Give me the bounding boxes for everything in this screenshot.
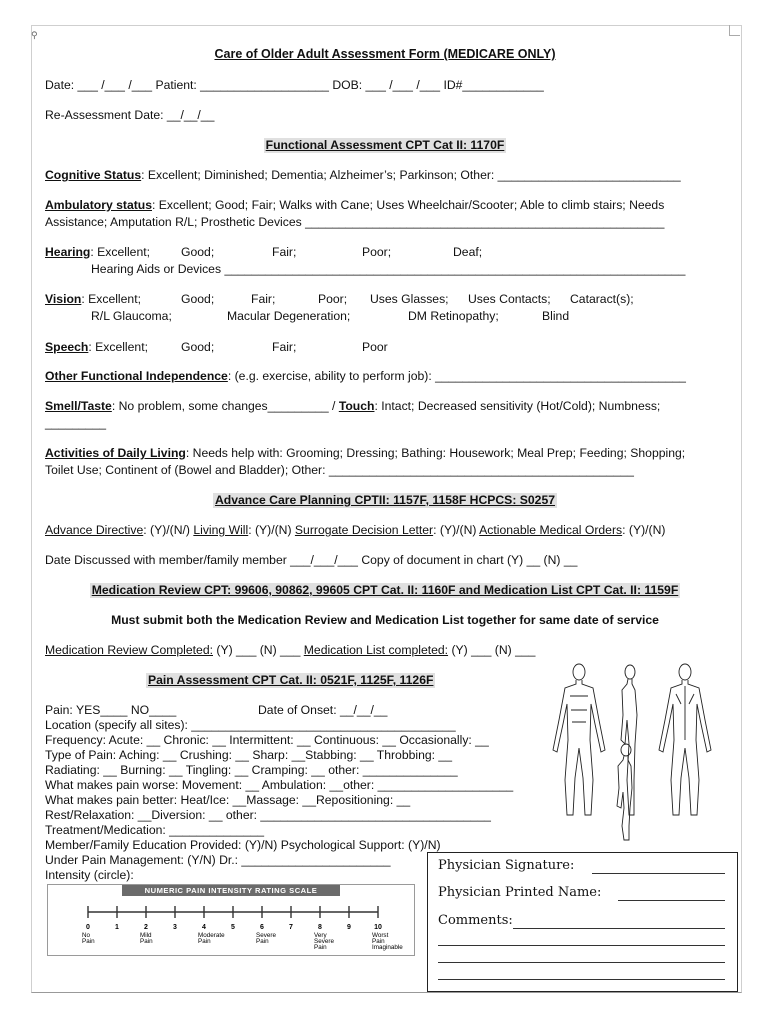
vision-opt: Uses Glasses; — [370, 292, 449, 306]
advance-directive-label: Advance Directive — [45, 523, 144, 537]
smell-touch[interactable] — [45, 399, 660, 414]
other-functional-text: : (e.g. exercise, ability to perform job): _____________________________________ — [227, 369, 686, 383]
pain-scale-number[interactable]: 6 — [260, 924, 264, 931]
pain-location[interactable]: Location (specify all sites): _______________________________________ — [45, 718, 456, 732]
pain-education[interactable]: Member/Family Education Provided: (Y)/N) Psychological Support: (Y)/N) — [45, 838, 441, 852]
vision-label: Vision — [45, 292, 82, 306]
hearing-aids[interactable]: Hearing Aids or Devices ____________________________________________________________________ — [91, 262, 686, 276]
advance-directive-value: : (Y)/(N/) — [143, 523, 194, 537]
pain-type[interactable]: Type of Pain: Aching: __ Crushing: __ Sharp: __Stabbing: __ Throbbing: __ — [45, 748, 452, 762]
ambulatory-label: Ambulatory status — [45, 198, 152, 212]
surrogate-value: : (Y)/(N) — [433, 523, 480, 537]
vision-opt: Fair; — [251, 292, 276, 306]
living-will-label: Living Will — [193, 523, 249, 537]
touch-text: : Intact; Decreased sensitivity (Hot/Cold); Numbness; — [374, 399, 661, 413]
vision-opt: R/L Glaucoma; — [91, 309, 172, 323]
pain-scale-number[interactable]: 2 — [144, 924, 148, 931]
pain-worse[interactable]: What makes pain worse: Movement: __ Ambulation: __other: ____________________ — [45, 778, 514, 792]
hearing-opt: Poor; — [362, 245, 392, 259]
hearing-row[interactable] — [45, 245, 150, 260]
adl-continued[interactable]: Toilet Use; Continent of (Bowel and Bladder); Other: _____________________________________________ — [45, 463, 634, 477]
pain-treatment[interactable]: Treatment/Medication: ______________ — [45, 823, 265, 837]
hearing-opt: : Excellent; — [90, 245, 151, 259]
cognitive-options: : Excellent; Diminished; Dementia; Alzheimer’s; Parkinson; Other: ___________________________ — [141, 168, 681, 182]
date-patient-line[interactable]: Date: ___ /___ /___ Patient: ___________________ DOB: ___ /___ /___ ID#____________ — [45, 78, 544, 92]
physician-signature-label: Physician Signature: — [438, 858, 575, 873]
date-of-onset[interactable]: Date of Onset: __/__/__ — [258, 703, 388, 717]
vision-opt: Poor; — [318, 292, 348, 306]
hearing-label: Hearing — [45, 245, 91, 259]
smell-label: Smell/Taste — [45, 399, 112, 413]
back-body-icon — [659, 664, 711, 815]
pain-rest[interactable]: Rest/Relaxation: __Diversion: __ other: __________________________________ — [45, 808, 491, 822]
physician-printed-field[interactable] — [618, 900, 725, 901]
document-corner-icon: ⚲ — [31, 31, 38, 41]
pain-management[interactable]: Under Pain Management: (Y/N) Dr.: ______________________ — [45, 853, 391, 867]
adl-row[interactable] — [45, 446, 685, 461]
pain-scale-label: Worst Pain Imaginable — [372, 932, 403, 951]
pain-scale-number[interactable]: 10 — [374, 924, 382, 931]
med-list-label: Medication List completed: — [303, 643, 449, 657]
comments-line[interactable] — [438, 945, 725, 946]
comments-line[interactable] — [438, 979, 725, 980]
other-functional-label: Other Functional Independence — [45, 369, 228, 383]
pain-scale-label: Moderate Pain — [198, 932, 225, 945]
side-body-small-icon — [612, 742, 640, 842]
pain-scale-number[interactable]: 9 — [347, 924, 351, 931]
actionable-value: : (Y)/(N) — [622, 523, 666, 537]
pain-scale-label: No Pain — [82, 932, 95, 945]
speech-row[interactable] — [45, 340, 148, 355]
vision-opt: : Excellent; — [81, 292, 141, 306]
surrogate-label: Surrogate Decision Letter — [294, 523, 434, 537]
other-functional[interactable] — [45, 369, 686, 384]
front-body-icon — [553, 664, 605, 815]
vision-opt: Blind — [542, 309, 570, 323]
pain-scale-number[interactable]: 4 — [202, 924, 206, 931]
medication-header: Medication Review CPT: 99606, 90862, 99605 CPT Cat. II: 1160F and Medication List CPT Cat. II: 1159F — [91, 583, 679, 597]
medication-completed-row[interactable] — [45, 643, 535, 658]
pain-scale-label: Mild Pain — [140, 932, 153, 945]
speech-opt: Fair; — [272, 340, 297, 354]
pain-scale-graphic — [48, 885, 414, 955]
touch-label: Touch — [338, 399, 375, 413]
physician-signature-field[interactable] — [592, 873, 725, 874]
page-fold — [729, 25, 740, 36]
cognitive-label: Cognitive Status — [45, 168, 142, 182]
vision-opt: Macular Degeneration; — [227, 309, 351, 323]
comments-label: Comments: — [438, 913, 513, 928]
pain-header: Pain Assessment CPT Cat. II: 0521F, 1125F, 1126F — [148, 673, 434, 687]
advance-directive-row[interactable] — [45, 523, 665, 538]
smell-text: : No problem, some changes_________ / — [111, 399, 339, 413]
med-review-value: (Y) ___ (N) ___ — [213, 643, 304, 657]
pain-scale-number[interactable]: 7 — [289, 924, 293, 931]
form-title: Care of Older Adult Assessment Form (MEDICARE ONLY) — [214, 47, 556, 61]
adl-text: : Needs help with: Grooming; Dressing; Bathing: Housework; Meal Prep; Feeding; Shopping; — [185, 446, 686, 460]
date-discussed[interactable]: Date Discussed with member/family member ___/___/___ Copy of document in chart (Y) __ (N) __ — [45, 553, 578, 567]
ambulatory-options: : Excellent; Good; Fair; Walks with Cane; Uses Wheelchair/Scooter; Able to climb stairs; Needs — [152, 198, 665, 212]
vision-opt: Good; — [181, 292, 215, 306]
pain-scale-title: NUMERIC PAIN INTENSITY RATING SCALE — [144, 886, 318, 895]
vision-opt: DM Retinopathy; — [408, 309, 499, 323]
comments-line[interactable] — [438, 962, 725, 963]
pain-scale-number[interactable]: 3 — [173, 924, 177, 931]
pain-frequency[interactable]: Frequency: Acute: __ Chronic: __ Intermittent: __ Continuous: __ Occasionally: __ — [45, 733, 489, 747]
living-will-value: : (Y)/(N) — [248, 523, 295, 537]
reassessment-date[interactable]: Re-Assessment Date: __/__/__ — [45, 108, 215, 122]
medication-note: Must submit both the Medication Review and Medication List together for same date of service — [111, 613, 659, 627]
pain-scale-number[interactable]: 1 — [115, 924, 119, 931]
pain-radiating[interactable]: Radiating: __ Burning: __ Tingling: __ Cramping: __ other: ______________ — [45, 763, 458, 777]
vision-row[interactable] — [45, 292, 141, 307]
cognitive-status[interactable] — [45, 168, 681, 183]
functional-header: Functional Assessment CPT Cat II: 1170F — [265, 138, 505, 152]
actionable-label: Actionable Medical Orders — [479, 523, 623, 537]
speech-opt: : Excellent; — [88, 340, 148, 354]
ambulatory-status[interactable] — [45, 198, 664, 213]
med-list-value: (Y) ___ (N) ___ — [448, 643, 536, 657]
ambulatory-continued[interactable]: Assistance; Amputation R/L; Prosthetic Devices _____________________________________________________ — [45, 215, 665, 229]
hearing-opt: Fair; — [272, 245, 297, 259]
speech-opt: Good; — [181, 340, 215, 354]
pain-scale-number[interactable]: 5 — [231, 924, 235, 931]
signature-box — [427, 852, 738, 992]
pain-yes-no[interactable]: Pain: YES____ NO____ — [45, 703, 177, 717]
pain-intensity: Intensity (circle): — [45, 868, 134, 882]
pain-scale-label: Very Severe Pain — [314, 932, 334, 951]
adl-label: Activities of Daily Living — [45, 446, 186, 460]
med-review-label: Medication Review Completed: — [45, 643, 213, 657]
advance-header: Advance Care Planning CPTII: 1157F, 1158F HCPCS: S0257 — [214, 493, 556, 507]
pain-scale-number[interactable]: 8 — [318, 924, 322, 931]
hearing-opt: Deaf; — [453, 245, 483, 259]
vision-opt: Uses Contacts; — [468, 292, 551, 306]
vision-opt: Cataract(s); — [570, 292, 634, 306]
smell-continued[interactable]: _________ — [45, 416, 107, 430]
pain-scale-number[interactable]: 0 — [86, 924, 90, 931]
physician-printed-label: Physician Printed Name: — [438, 885, 602, 900]
hearing-opt: Good; — [181, 245, 215, 259]
speech-label: Speech — [45, 340, 89, 354]
pain-better[interactable]: What makes pain better: Heat/Ice: __Massage: __Repositioning: __ — [45, 793, 411, 807]
pain-scale-label: Severe Pain — [256, 932, 276, 945]
pain-scale[interactable] — [47, 884, 415, 956]
speech-opt: Poor — [362, 340, 388, 354]
comments-field[interactable] — [513, 928, 725, 929]
